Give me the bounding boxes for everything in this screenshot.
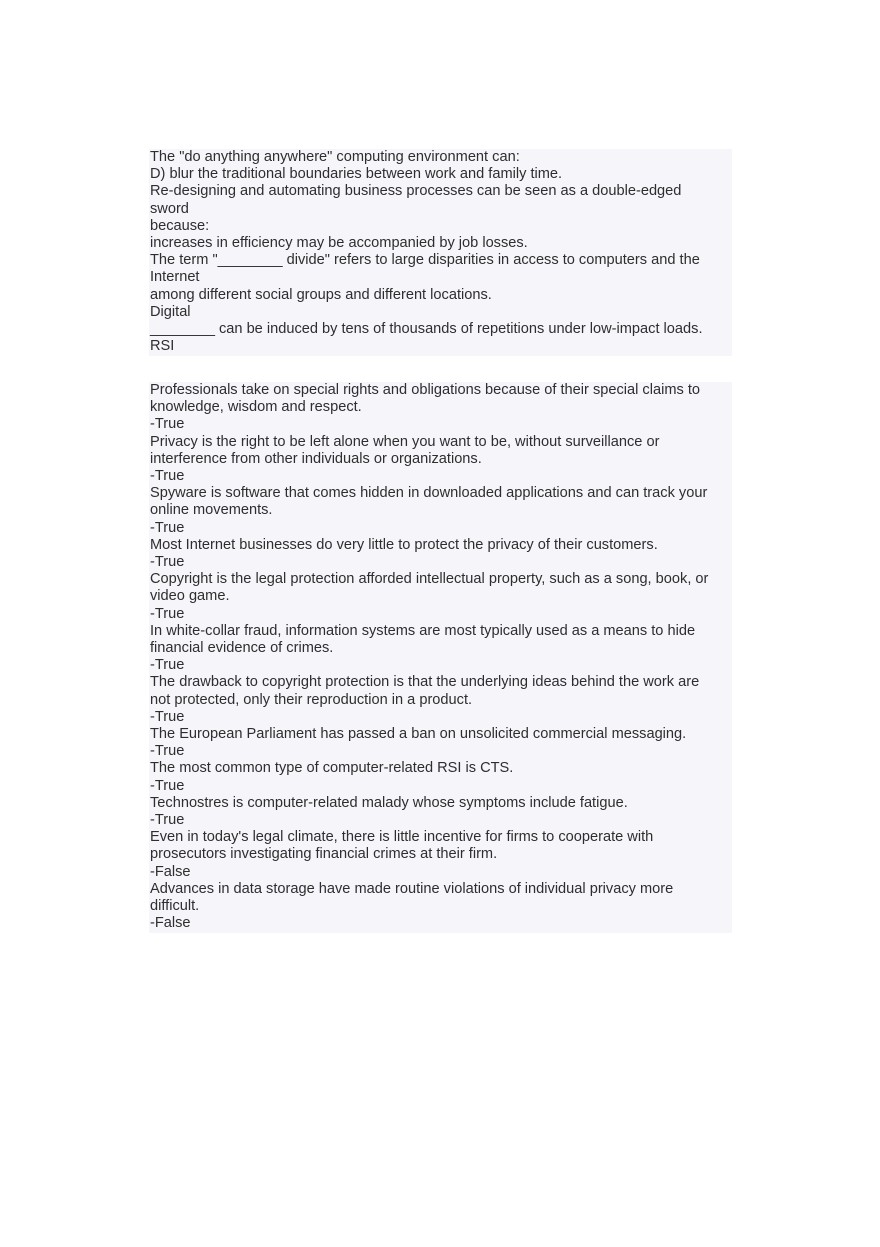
text-line: -True	[150, 519, 185, 536]
text-line: The term "________ divide" refers to large disparities in access to computers and the	[150, 252, 700, 269]
text-line: D) blur the traditional boundaries between work and family time.	[150, 166, 563, 183]
text-line: online movements.	[150, 502, 273, 519]
text-line: Even in today's legal climate, there is little incentive for firms to cooperate with	[150, 829, 654, 846]
text-line: -True	[150, 777, 185, 794]
text-line: Digital	[150, 303, 191, 320]
text-line: sword	[150, 200, 189, 217]
text-line: Most Internet businesses do very little to protect the privacy of their customers.	[150, 536, 658, 553]
text-line: Privacy is the right to be left alone when you want to be, without surveillance or	[150, 433, 660, 450]
text-line: Advances in data storage have made routine violations of individual privacy more	[150, 880, 674, 897]
text-line: interference from other individuals or organizations.	[150, 450, 482, 467]
text-line: -False	[150, 863, 191, 880]
text-line: -True	[150, 554, 185, 571]
text-line: -True	[150, 743, 185, 760]
text-line: The most common type of computer-related RSI is CTS.	[150, 760, 514, 777]
text-line: Technostres is computer-related malady whose symptoms include fatigue.	[150, 794, 628, 811]
text-line: The European Parliament has passed a ban on unsolicited commercial messaging.	[150, 726, 687, 743]
text-line: increases in efficiency may be accompanied by job losses.	[150, 235, 528, 252]
text-line: The drawback to copyright protection is that the underlying ideas behind the work are	[150, 674, 700, 691]
text-line: Spyware is software that comes hidden in downloaded applications and can track your	[150, 485, 708, 502]
text-line: ________ can be induced by tens of thousands of repetitions under low-impact loads.	[150, 321, 703, 338]
text-line: because:	[150, 217, 210, 234]
text-line: Professionals take on special rights and obligations because of their special claims to	[150, 382, 701, 398]
text-line: prosecutors investigating financial crimes at their firm.	[150, 846, 498, 863]
text-line: knowledge, wisdom and respect.	[150, 399, 362, 416]
text-line: difficult.	[150, 898, 200, 915]
text-line: video game.	[150, 588, 230, 605]
text-line: RSI	[150, 338, 175, 355]
text-line: -True	[150, 812, 185, 829]
text-line: -True	[150, 708, 185, 725]
text-line: financial evidence of crimes.	[150, 640, 334, 657]
text-block-2	[149, 382, 732, 933]
text-line: -True	[150, 468, 185, 485]
text-line: -True	[150, 416, 185, 433]
text-line: -True	[150, 657, 185, 674]
text-line: -True	[150, 605, 185, 622]
text-block-1	[149, 149, 732, 356]
text-line: In white-collar fraud, information systems are most typically used as a means to hide	[150, 622, 696, 639]
text-line: Re-designing and automating business processes can be seen as a double-edged	[150, 183, 682, 200]
text-line: -False	[150, 915, 191, 932]
text-line: among different social groups and different locations.	[150, 286, 492, 303]
text-line: Copyright is the legal protection afforded intellectual property, such as a song, book, or	[150, 571, 709, 588]
text-line: Internet	[150, 269, 200, 286]
text-line: The "do anything anywhere" computing environment can:	[150, 149, 520, 165]
text-line: not protected, only their reproduction in a product.	[150, 691, 473, 708]
